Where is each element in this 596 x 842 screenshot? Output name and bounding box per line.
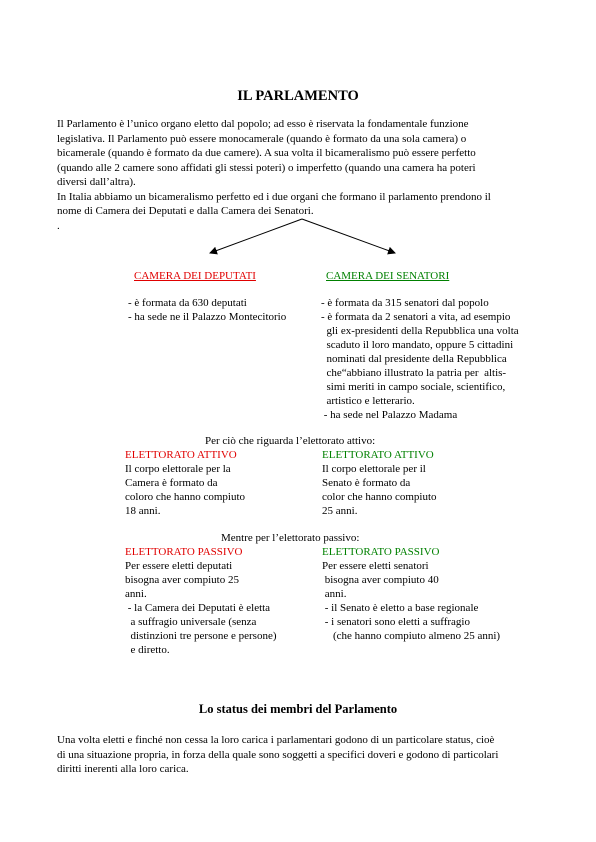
passivo-left-line: e diretto.: [125, 644, 170, 656]
status-paragraph: [57, 733, 498, 777]
senatori-line: - è formata da 315 senatori dal popolo: [321, 297, 489, 309]
passivo-left-line: anni.: [125, 588, 147, 600]
intro-line: diversi dall’altra).: [57, 176, 136, 188]
deputati-line: - ha sede ne il Palazzo Montecitorio: [128, 311, 287, 323]
passivo-left-line: distinzioni tre persone e persone): [125, 630, 277, 642]
passivo-left-line: a suffragio universale (senza: [125, 616, 257, 628]
heading-camera-senatori: CAMERA DEI SENATORI: [326, 270, 450, 282]
passivo-right-heading: ELETTORATO PASSIVO: [322, 546, 440, 558]
attivo-left-line: 18 anni.: [125, 505, 161, 517]
senatori-line: - ha sede nel Palazzo Madama: [321, 409, 458, 421]
attivo-left-line: Camera è formato da: [125, 477, 218, 489]
passivo-right-line: Per essere eletti senatori: [322, 560, 429, 572]
intro-line: bicamerale (quando è formato da due camere). A sua volta il bicameralismo può essere perfetto: [57, 147, 476, 159]
intro-line: In Italia abbiamo un bicameralismo perfetto ed i due organi che formano il parlamento prendono il: [57, 190, 491, 203]
attivo-left-line: Il corpo elettorale per la: [125, 463, 231, 475]
intro-line: (quando alle 2 camere sono affidati gli stessi poteri) o imperfetto (quando una camera ha poteri: [57, 161, 476, 174]
passivo-right-line: anni.: [322, 588, 347, 600]
attivo-right-line: Senato è formato da: [322, 477, 411, 489]
passivo-right-line: - i senatori sono eletti a suffragio: [322, 616, 470, 628]
heading-camera-deputati: CAMERA DEI DEPUTATI: [134, 270, 256, 282]
attivo-left-line: coloro che hanno compiuto: [125, 491, 246, 503]
passivo-left-line: - la Camera dei Deputati è eletta: [125, 602, 271, 614]
intro-line: .: [57, 219, 60, 232]
attivo-right-line: color che hanno compiuto: [322, 491, 437, 503]
intro-line: legislativa. Il Parlamento può essere monocamerale (quando è formato da una sola camera) o: [57, 132, 467, 145]
deputati-line: - è formata da 630 deputati: [128, 297, 247, 309]
senatori-line: scaduto il loro mandato, oppure 5 cittadini: [321, 339, 514, 351]
intro-line: nome di Camera dei Deputati e dalla Camera dei Senatori.: [57, 205, 314, 217]
passivo-right-line: bisogna aver compiuto 40: [322, 574, 439, 586]
intro-line: Il Parlamento è l’unico organo eletto dal popolo; ad esso è riservata la fondamentale funzione: [57, 118, 469, 130]
attivo-right-line: Il corpo elettorale per il: [322, 463, 426, 475]
senatori-line: simi meriti in campo sociale, scientifico,: [321, 381, 506, 393]
passivo-right-line: (che hanno compiuto almeno 25 anni): [322, 630, 501, 642]
attivo-right-line: 25 anni.: [322, 505, 358, 517]
passivo-right-line: - il Senato è eletto a base regionale: [322, 602, 479, 614]
senatori-line: - è formata da 2 senatori a vita, ad esempio: [321, 311, 511, 323]
status-line: Una volta eletti e finché non cessa la loro carica i parlamentari godono di un particolare status, cioè: [57, 734, 495, 746]
arrow-right: [302, 219, 395, 253]
attivo-left-heading: ELETTORATO ATTIVO: [125, 449, 237, 461]
passivo-left-line: bisogna aver compiuto 25: [125, 574, 239, 586]
senatori-line: che“abbiano illustrato la patria per altis-: [321, 367, 507, 379]
page-title: IL PARLAMENTO: [237, 88, 359, 104]
passivo-intro: Mentre per l’elettorato passivo:: [221, 532, 360, 544]
attivo-intro: Per ciò che riguarda l’elettorato attivo:: [205, 435, 376, 447]
section-title-status: Lo status dei membri del Parlamento: [198, 702, 398, 716]
passivo-left-line: Per essere eletti deputati: [125, 560, 233, 572]
senatori-line: nominati dal presidente della Repubblica: [321, 353, 507, 365]
status-line: di una situazione propria, in forza della quale sono soggetti a specifici doveri e godono di particolari: [57, 748, 499, 761]
status-line: diritti inerenti alla loro carica.: [57, 763, 189, 775]
arrow-left: [210, 219, 302, 253]
attivo-right-heading: ELETTORATO ATTIVO: [322, 449, 434, 461]
senatori-line: gli ex-presidenti della Repubblica una volta: [321, 325, 519, 337]
passivo-left-heading: ELETTORATO PASSIVO: [125, 546, 243, 558]
senatori-line: artistico e letterario.: [321, 395, 415, 407]
